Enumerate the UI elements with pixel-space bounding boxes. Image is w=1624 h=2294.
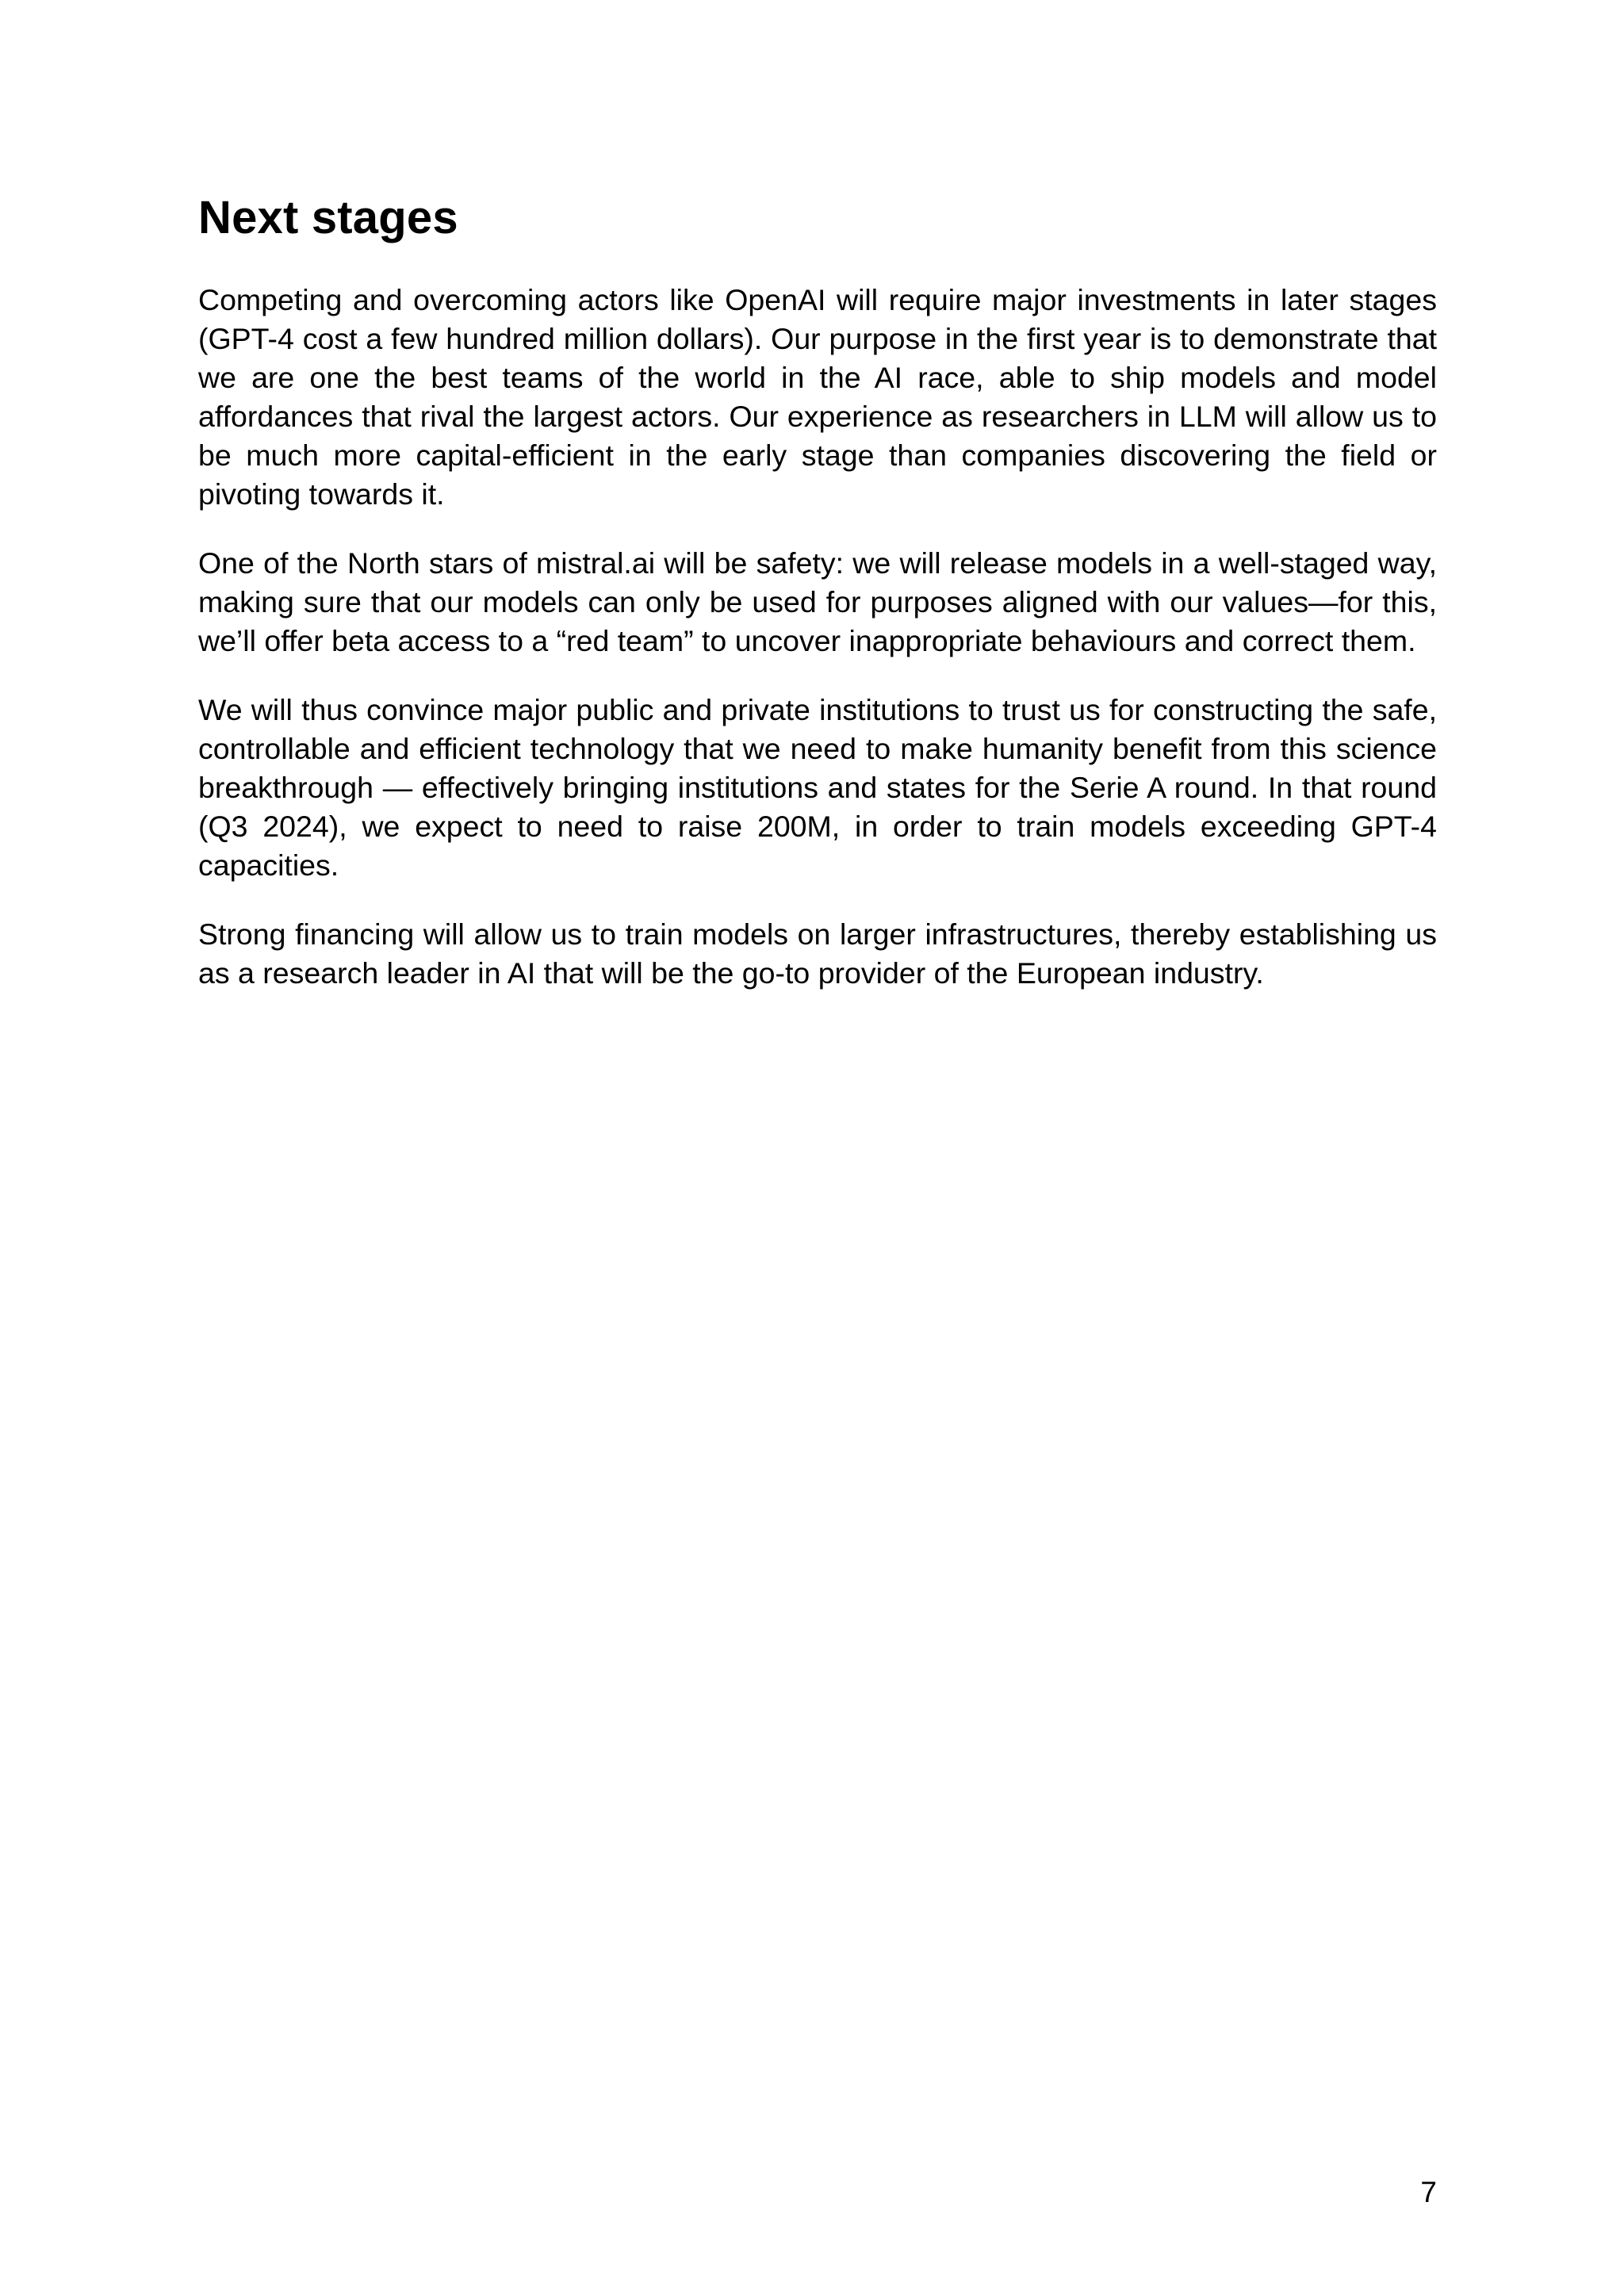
section-heading: Next stages <box>198 192 458 243</box>
page-content <box>198 190 1437 1023</box>
page-number: 7 <box>1420 2176 1437 2208</box>
paragraph-3: We will thus convince major public and private institutions to trust us for constructing the safe, controllable and efficient technology that we need to make humanity benefit from this science breakthrough — effectively bringing institutions and states for the Serie A round. In that round (Q3 2024), we expect to need to raise 200M, in order to train models exceeding GPT-4 capacities. <box>198 692 1437 882</box>
paragraph-2: One of the North stars of mistral.ai will be safety: we will release models in a well-staged way, making sure that our models can only be used for purposes aligned with our values—for this, we’ll offer beta access to a “red team” to uncover inappropriate behaviours and correct them. <box>198 546 1437 657</box>
paragraph-1: Competing and overcoming actors like OpenAI will require major investments in later stages (GPT-4 cost a few hundred million dollars). Our purpose in the first year is to demonstrate that we are one the best teams of the world in the AI race, able to ship models and model affordances that rival the largest actors. Our experience as researchers in LLM will allow us to be much more capital-efficient in the early stage than companies discovering the field or pivoting towards it. <box>198 282 1437 511</box>
paragraph-4: Strong financing will allow us to train models on larger infrastructures, thereby establishing us as a research leader in AI that will be the go-to provider of the European industry. <box>198 917 1437 990</box>
